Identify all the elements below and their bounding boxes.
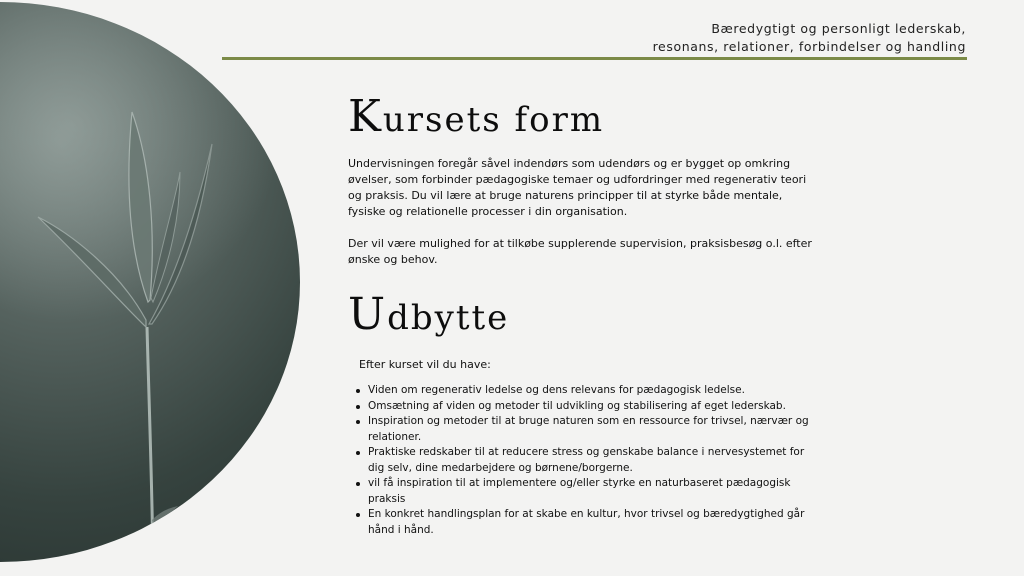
udbytte-intro: Efter kurset vil du have: — [359, 358, 491, 371]
udbytte-heading — [348, 289, 510, 340]
kursets-form-heading — [348, 91, 605, 142]
heading-initial: U — [348, 289, 388, 340]
list-item: vil få inspiration til at implementere og/eller styrke en naturbaseret pædagogisk praksis — [368, 476, 818, 507]
tagline-line-1: Bæredygtigt og personligt lederskab, — [711, 21, 966, 36]
form-paragraph-2: Der vil være mulighed for at tilkøbe supplerende supervision, praksisbesøg o.l. efter ønske og behov. — [348, 237, 812, 266]
heading-rest: dbytte — [387, 298, 510, 338]
list-item: Viden om regenerativ ledelse og dens relevans for pædagogisk ledelse. — [368, 383, 818, 399]
tagline — [653, 20, 966, 56]
tagline-line-2: resonans, relationer, forbindelser og handling — [652, 39, 966, 54]
list-item: En konkret handlingsplan for at skabe en kultur, hvor trivsel og bæredygtighed går hånd i hånd. — [368, 507, 818, 538]
accent-divider — [222, 57, 967, 60]
benefits-list — [368, 383, 818, 538]
form-paragraph-1: Undervisningen foregår såvel indendørs som udendørs og er bygget op omkring øvelser, som forbinder pædagogiske temaer og udfordringer med regenerativ teori og praksis. Du vil lære at bruge naturens principper til at styrke både mentale, fysiske og relationelle processer i din organisation. — [348, 157, 807, 218]
list-item: Inspiration og metoder til at bruge naturen som en ressource for trivsel, nærvær og relationer. — [368, 414, 818, 445]
heading-initial: K — [348, 91, 383, 142]
list-item: Praktiske redskaber til at reducere stress og genskabe balance i nervesystemet for dig selv, dine medarbejdere og børnene/borgerne. — [368, 445, 818, 476]
heading-rest: ursets form — [382, 100, 605, 140]
plant-sprout-photo — [0, 2, 300, 562]
list-item: Omsætning af viden og metoder til udvikling og stabilisering af eget lederskab. — [368, 399, 818, 415]
